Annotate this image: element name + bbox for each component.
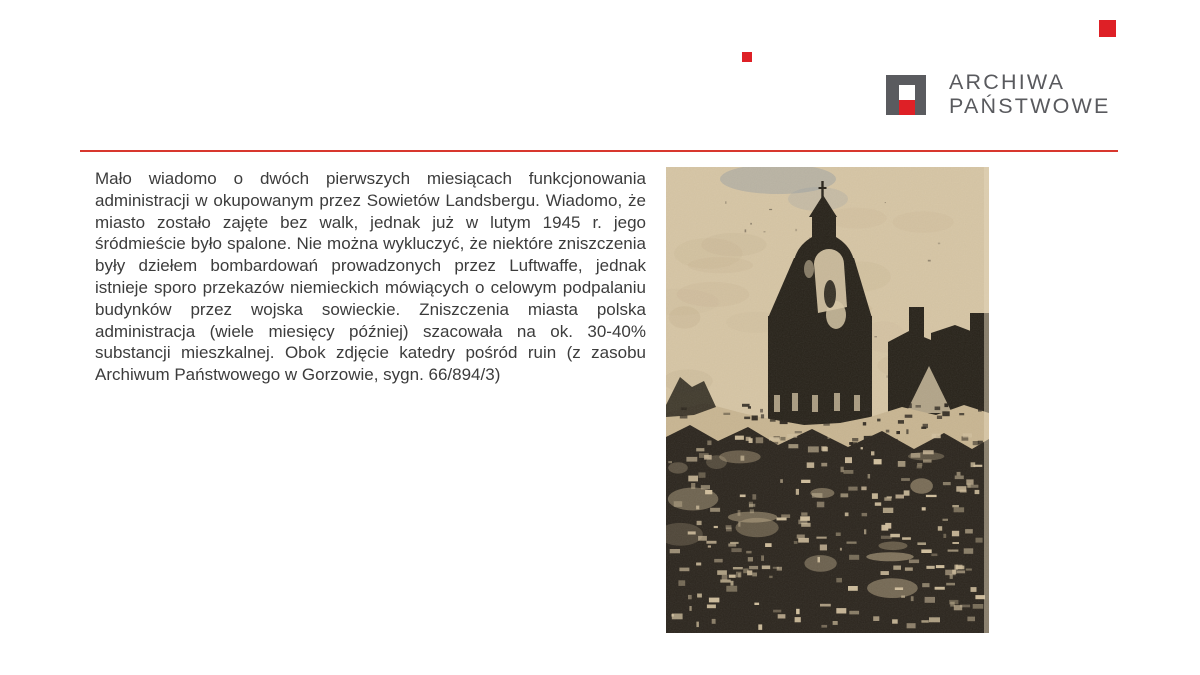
red-square-decor-large <box>1099 20 1116 37</box>
archiwa-panstwowe-wordmark <box>949 71 1111 118</box>
cathedral-ruins-photo <box>666 167 989 633</box>
logo-icon-white-block <box>899 85 915 100</box>
red-square-decor-small <box>742 52 752 62</box>
logo-icon-red-block <box>899 100 915 115</box>
logo-icon-inner <box>899 85 915 115</box>
archiwa-panstwowe-logo-icon <box>886 75 926 115</box>
body-paragraph: Mało wiadomo o dwóch pierwszych miesiącach funkcjonowania administracji w okupowanym przez Sowietów Landsbergu. Wiadomo, że miasto zostało zajęte bez walk, jednak już w lutym 1945 r. jego śródmieście było spalone. Nie można wykluczyć, że niektóre zniszczenia były dziełem bombardowań prowadzonych przez Luftwaffe, jednak istnieje sporo przekazów niemieckich mówiących o celowym podpalaniu budynków przez wojska sowieckie. Zniszczenia miasta polska administracja (wiele miesięcy później) szacowała na ok. 30-40% substancji mieszkalnej. Obok zdjęcie katedry pośród ruin (z zasobu Archiwum Państwowego w Gorzowie, sygn. 66/894/3) <box>95 169 646 385</box>
logo-wordmark-line1: ARCHIWA <box>949 70 1066 94</box>
red-divider-line <box>80 150 1118 152</box>
logo-wordmark-line2: PAŃSTWOWE <box>949 93 1111 118</box>
